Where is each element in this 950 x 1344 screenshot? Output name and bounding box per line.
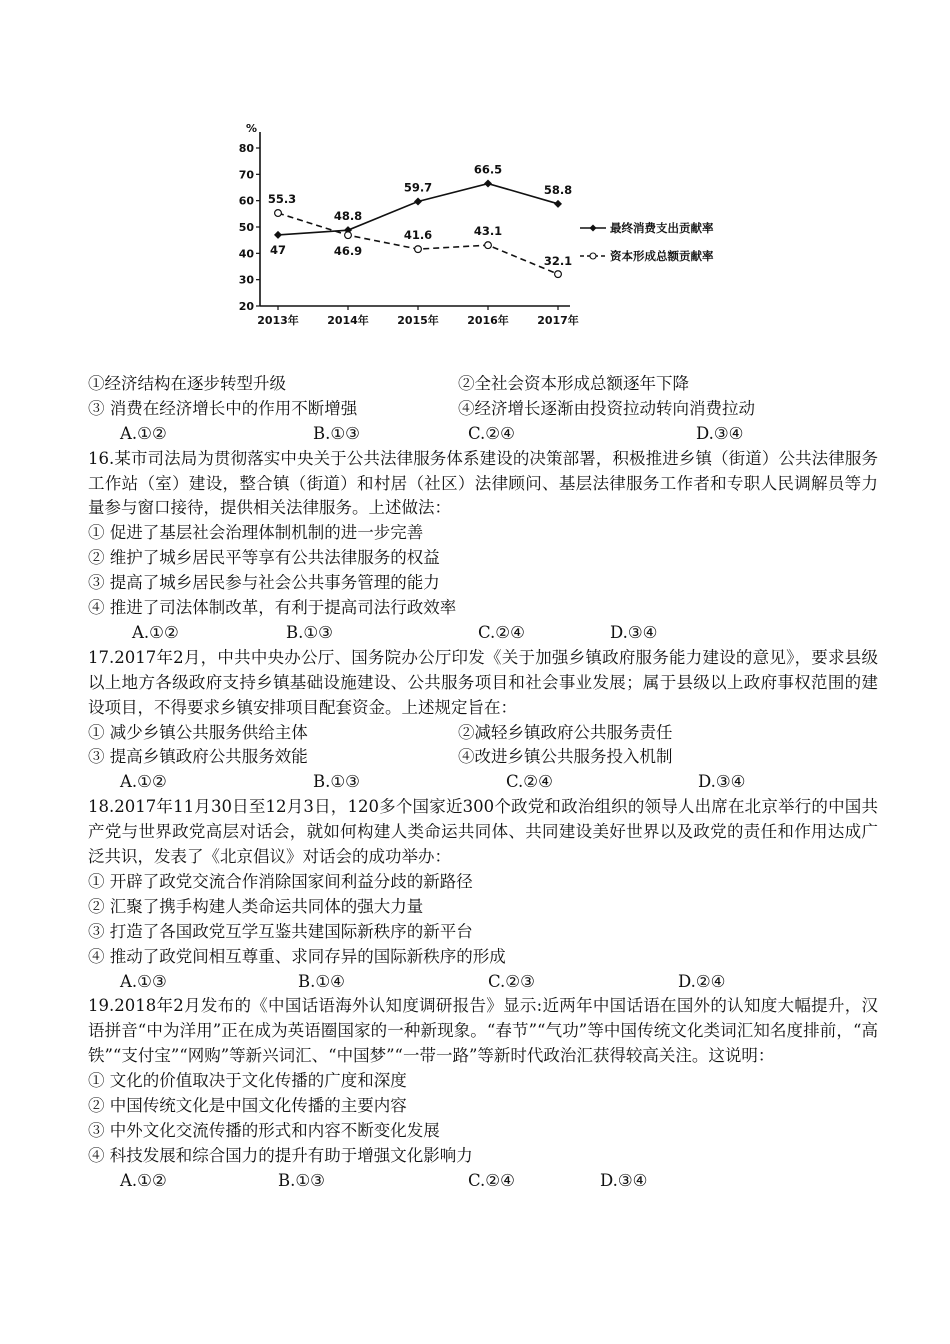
q18-statement-4: ④ 推动了政党间相互尊重、求同存异的国际新秩序的形成 (88, 946, 506, 966)
q19-statement-4: ④ 科技发展和综合国力的提升有助于增强文化影响力 (88, 1145, 473, 1165)
q15-row-2 (88, 397, 878, 422)
consumption-point (414, 197, 422, 205)
consumption-data-label: 47 (269, 242, 287, 257)
y-tick-label: 60 (238, 194, 254, 208)
legend-capital-label: 资本形成总额贡献率 (610, 249, 714, 263)
y-tick-label: 80 (238, 142, 254, 155)
x-tick-label: 2016年 (467, 314, 509, 327)
q16-statement-1: ① 促进了基层社会治理体制机制的进一步完善 (88, 523, 424, 543)
q16-option-c[interactable]: C.②④ (478, 622, 525, 642)
consumption-point (484, 180, 492, 188)
q19-options (88, 1169, 878, 1194)
y-unit-label: % (246, 122, 258, 135)
q15-statement-4: ④经济增长逐渐由投资拉动转向消费拉动 (458, 398, 755, 418)
q18-option-d[interactable]: D.②④ (678, 971, 726, 991)
q19-option-d[interactable]: D.③④ (600, 1170, 648, 1190)
q17-statement-1: ① 减少乡镇公共服务供给主体 (88, 722, 308, 742)
q17-statement-3: ③ 提高乡镇政府公共服务效能 (88, 747, 308, 767)
q15-option-a[interactable]: A.①② (120, 423, 167, 443)
q16-option-b[interactable]: B.①③ (286, 622, 333, 642)
capital-point (485, 242, 492, 249)
q15-option-c[interactable]: C.②④ (468, 423, 515, 443)
q17-row-2 (88, 745, 878, 770)
capital-data-label: 43.1 (473, 224, 503, 239)
capital-point (275, 210, 282, 217)
series-capital-line (278, 213, 558, 274)
q18-option-b[interactable]: B.①④ (298, 971, 345, 991)
q17-options (88, 770, 878, 795)
y-tick-label: 50 (238, 221, 254, 234)
q18-stem: 18.2017年11月30日至12月3日，120多个国家近300个政党和政治组织的领导人出席在北京举行的中国共产党与世界政党高层对话会，就如何构建人类命运共同体、共同建设美好世界以及政党的责任和作用达成广泛共识，发表了《北京倡议》对话会的成功举办： (88, 797, 878, 867)
x-tick-label: 2015年 (397, 314, 439, 327)
q15-row-1 (88, 372, 878, 397)
consumption-data-label: 58.8 (543, 182, 573, 197)
question-sheet (88, 372, 878, 1194)
q16-statement-3: ③ 提高了城乡居民参与社会公共事务管理的能力 (88, 573, 440, 593)
legend-consumption-marker (590, 225, 597, 232)
y-tick-label: 20 (238, 300, 254, 313)
q19-statement-2: ② 中国传统文化是中国文化传播的主要内容 (88, 1096, 407, 1116)
q19-statement-1: ① 文化的价值取决于文化传播的广度和深度 (88, 1071, 407, 1091)
q17-option-b[interactable]: B.①③ (313, 772, 360, 792)
q16-option-a[interactable]: A.①② (132, 622, 179, 642)
q17-option-d[interactable]: D.③④ (698, 772, 746, 792)
legend-capital-marker (590, 253, 596, 259)
capital-point (415, 246, 422, 253)
q18-statement-3: ③ 打造了各国政党互学互鉴共建国际新秩序的新平台 (88, 921, 473, 941)
capital-data-label: 46.9 (333, 244, 363, 259)
q19-option-a[interactable]: A.①② (120, 1170, 167, 1190)
q15-options (88, 422, 878, 447)
q17-statement-4: ④改进乡镇公共服务投入机制 (458, 747, 673, 767)
q15-statement-2: ②全社会资本形成总额逐年下降 (458, 374, 689, 393)
q18-options (88, 970, 878, 995)
capital-point (555, 271, 562, 278)
q18-statement-1: ① 开辟了政党交流合作消除国家间利益分歧的新路径 (88, 871, 473, 891)
q16-statement-2: ② 维护了城乡居民平等享有公共法律服务的权益 (88, 548, 440, 568)
x-tick-label: 2017年 (537, 314, 579, 327)
q17-statement-2: ②减轻乡镇政府公共服务责任 (458, 722, 673, 742)
consumption-data-label: 48.8 (333, 209, 363, 224)
line-chart-svg (230, 118, 720, 340)
capital-data-label: 32.1 (543, 254, 573, 269)
q15-statement-3: ③ 消费在经济增长中的作用不断增强 (88, 398, 358, 418)
contribution-rate-chart (230, 118, 720, 340)
q17-row-1 (88, 721, 878, 746)
q16-statement-4: ④ 推进了司法体制改革，有利于提高司法行政效率 (88, 598, 457, 618)
q17-stem: 17.2017年2月，中共中央办公厅、国务院办公厅印发《关于加强乡镇政府服务能力建设的意见》，要求县级以上地方各级政府支持乡镇基础设施建设、公共服务项目和社会事业发展；属于县级以上政府事权范围的建设项目，不得要求乡镇安排项目配套资金。上述规定旨在： (88, 647, 878, 717)
x-tick-label: 2013年 (257, 314, 299, 327)
q19-option-b[interactable]: B.①③ (278, 1170, 325, 1190)
q19-statement-3: ③ 中外文化交流传播的形式和内容不断变化发展 (88, 1120, 440, 1140)
capital-data-label: 55.3 (267, 192, 297, 207)
consumption-point (274, 231, 282, 239)
q17-option-c[interactable]: C.②④ (506, 772, 553, 792)
consumption-data-label: 66.5 (473, 162, 503, 177)
q19-option-c[interactable]: C.②④ (468, 1170, 515, 1190)
q16-stem: 16.某市司法局为贯彻落实中央关于公共法律服务体系建设的决策部署，积极推进乡镇（街道）公共法律服务工作站（室）建设，整合镇（街道）和村居（社区）法律顾问、基层法律服务工作者和专职人民调解员等力量参与窗口接待，提供相关法律服务。上述做法： (88, 448, 878, 518)
y-tick-label: 70 (238, 168, 254, 182)
q18-statement-2: ② 汇聚了携手构建人类命运共同体的强大力量 (88, 896, 424, 916)
q15-option-b[interactable]: B.①③ (313, 423, 360, 443)
consumption-point (554, 200, 562, 208)
q15-statement-1: ①经济结构在逐步转型升级 (88, 374, 286, 393)
capital-data-label: 41.6 (403, 228, 433, 243)
q15-option-d[interactable]: D.③④ (696, 423, 744, 443)
q18-option-a[interactable]: A.①③ (120, 971, 167, 991)
consumption-data-label: 59.7 (403, 180, 433, 195)
legend-consumption-label: 最终消费支出贡献率 (610, 221, 714, 235)
y-tick-label: 30 (238, 273, 254, 287)
q19-stem: 19.2018年2月发布的《中国话语海外认知度调研报告》显示:近两年中国话语在国外的认知度大幅提升，汉语拼音“中为洋用”正在成为英语圈国家的一种新现象。“春节”“气功”等中国传统文化类词汇知名度排前，“高铁”“支付宝”“网购”等新兴词汇、“中国梦”“一带一路”等新时代政治汇获得较高关注。这说明： (88, 996, 878, 1066)
q18-option-c[interactable]: C.②③ (488, 971, 535, 991)
q16-options (88, 621, 878, 646)
q16-option-d[interactable]: D.③④ (610, 622, 658, 642)
q17-option-a[interactable]: A.①② (120, 772, 167, 792)
y-tick-label: 40 (238, 247, 254, 261)
x-tick-label: 2014年 (327, 314, 369, 327)
capital-point (345, 232, 352, 239)
